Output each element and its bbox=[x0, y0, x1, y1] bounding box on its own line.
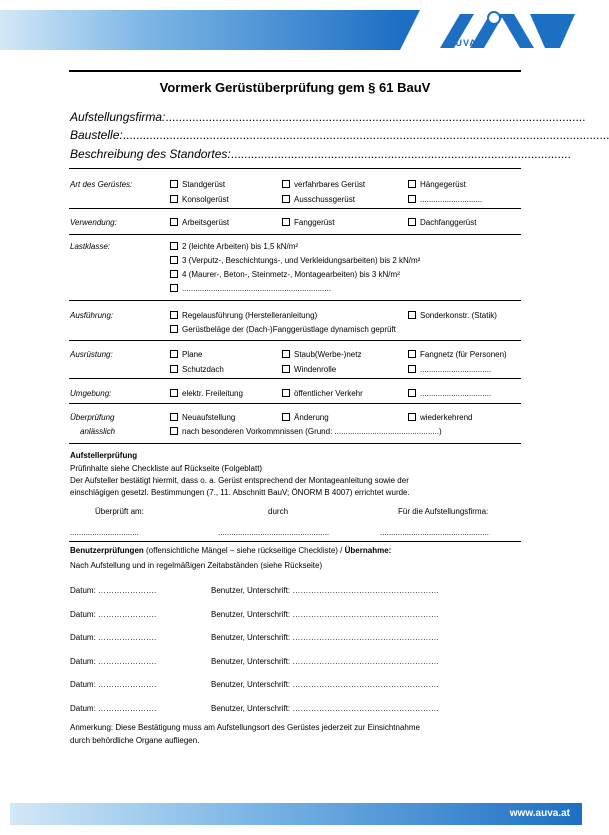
benutzer-unterschrift-field[interactable]: Benutzer, Unterschrift: ………………………………………………. bbox=[211, 656, 439, 666]
datum-field[interactable]: Datum: …………………. bbox=[70, 680, 157, 689]
checkbox-ausruestung-other[interactable]: ................................ bbox=[408, 365, 491, 374]
field-aufstellungsfirma[interactable]: Aufstellungsfirma:.............................................................................................................................. bbox=[70, 110, 586, 124]
checkbox-sonderkonstr[interactable]: Sonderkonstr. (Statik) bbox=[408, 311, 497, 320]
top-rule bbox=[69, 70, 521, 72]
checkbox-lastklasse-other[interactable]: ................................................................... bbox=[170, 284, 331, 293]
durch-label: durch bbox=[268, 507, 289, 516]
ueberprueft-am-field[interactable]: ............................... bbox=[70, 528, 139, 537]
checkbox-dachfanggeruest[interactable]: Dachfanggerüst bbox=[408, 218, 476, 227]
label-ausruestung: Ausrüstung: bbox=[70, 350, 113, 359]
benutzer-unterschrift-field[interactable]: Benutzer, Unterschrift: ………………………………………………. bbox=[211, 633, 439, 642]
page-title: Vormerk Gerüstüberprüfung gem § 61 BauV bbox=[159, 80, 431, 95]
checkbox-ausschussgeruest[interactable]: Ausschussgerüst bbox=[282, 195, 355, 204]
label-ueberpruefung: Überprüfung bbox=[70, 413, 115, 422]
anmerkung-line2: durch behördliche Organe aufliegen. bbox=[70, 736, 200, 745]
header-banner bbox=[0, 10, 400, 50]
benutzer-unterschrift-field[interactable]: Benutzer, Unterschrift: ………………………………………………. bbox=[211, 703, 439, 713]
website-link[interactable]: www.auva.at bbox=[509, 808, 570, 819]
checkbox-windenrolle[interactable]: Windenrolle bbox=[282, 365, 336, 374]
checkbox-neuaufstellung[interactable]: Neuaufstellung bbox=[170, 413, 235, 422]
fuer-firma-field[interactable]: ................................................. bbox=[380, 528, 489, 537]
checkbox-verkehr[interactable]: öffentlicher Verkehr bbox=[282, 389, 363, 398]
benutzer-unterschrift-field[interactable]: Benutzer, Unterschrift: ………………………………………………. bbox=[211, 609, 439, 619]
checkbox-wiederkehrend[interactable]: wiederkehrend bbox=[408, 413, 472, 422]
label-lastklasse: Lastklasse: bbox=[70, 242, 111, 251]
checkbox-haengegeruest[interactable]: Hängegerüst bbox=[408, 180, 466, 189]
benutzer-unterschrift-field[interactable]: Benutzer, Unterschrift: ………………………………………………. bbox=[211, 586, 439, 595]
label-anlaesslich: anlässlich bbox=[80, 427, 116, 436]
checkbox-regelausfuehrung[interactable]: Regelausführung (Herstelleranleitung) bbox=[170, 311, 317, 320]
label-ausfuehrung: Ausführung: bbox=[70, 311, 114, 320]
datum-field[interactable]: Datum: …………………. bbox=[70, 586, 157, 595]
benutzer-heading: Benutzerprüfungen (offensichtliche Mängel – siehe rückseitige Checkliste) / Übernahme: bbox=[70, 546, 392, 555]
checkbox-geruestbelaege[interactable]: Gerüstbeläge der (Dach-)Fanggerüstlage dynamisch geprüft bbox=[170, 325, 396, 334]
datum-field[interactable]: Datum: …………………. bbox=[70, 656, 157, 666]
durch-field[interactable]: .................................................. bbox=[218, 528, 330, 537]
benutzer-unterschrift-field[interactable]: Benutzer, Unterschrift: ………………………………………………. bbox=[211, 680, 439, 689]
divider bbox=[69, 403, 521, 404]
checkbox-art-other[interactable]: ............................ bbox=[408, 195, 482, 204]
divider bbox=[69, 208, 521, 209]
divider bbox=[69, 340, 521, 341]
checkbox-lastklasse-4[interactable]: 4 (Maurer-, Beton-, Steinmetz-, Montagearbeiten) bis 3 kN/m² bbox=[170, 270, 400, 279]
footer-banner bbox=[10, 803, 582, 825]
datum-field[interactable]: Datum: …………………. bbox=[70, 703, 157, 713]
divider bbox=[69, 300, 521, 301]
checkbox-fanggeruest[interactable]: Fanggerüst bbox=[282, 218, 334, 227]
benutzer-line: Nach Aufstellung und in regelmäßigen Zeitabständen (siehe Rückseite) bbox=[70, 561, 323, 570]
aufsteller-heading: Aufstellerprüfung bbox=[70, 451, 138, 460]
checkbox-vorkommnisse[interactable]: nach besonderen Vorkommnissen (Grund: ...............................................) bbox=[170, 427, 442, 436]
divider bbox=[69, 234, 521, 235]
checkbox-aenderung[interactable]: Änderung bbox=[282, 413, 329, 422]
label-art: Art des Gerüstes: bbox=[70, 180, 133, 189]
checkbox-konsolgeruest[interactable]: Konsolgerüst bbox=[170, 195, 229, 204]
checkbox-arbeitsgeruest[interactable]: Arbeitsgerüst bbox=[170, 218, 229, 227]
aufsteller-line2: Der Aufsteller bestätigt hiermit, dass o. a. Gerüst entsprechend der Montageanleitung sowie der bbox=[70, 476, 409, 485]
logo-text: AUVA bbox=[448, 38, 477, 48]
divider bbox=[69, 168, 521, 169]
checkbox-plane[interactable]: Plane bbox=[170, 350, 202, 359]
checkbox-lastklasse-3[interactable]: 3 (Verputz-, Beschichtungs-, und Verkleidungsarbeiten) bis 2 kN/m² bbox=[170, 256, 420, 265]
checkbox-schutzdach[interactable]: Schutzdach bbox=[170, 365, 224, 374]
checkbox-verfahrbar[interactable]: verfahrbares Gerüst bbox=[282, 180, 365, 189]
divider bbox=[69, 541, 521, 542]
checkbox-fangnetz[interactable]: Fangnetz (für Personen) bbox=[408, 350, 507, 359]
ueberprueft-am-label: Überprüft am: bbox=[95, 507, 144, 516]
divider bbox=[69, 443, 521, 444]
divider bbox=[69, 378, 521, 379]
datum-field[interactable]: Datum: …………………. bbox=[70, 633, 157, 642]
label-verwendung: Verwendung: bbox=[70, 218, 117, 227]
aufsteller-line3: einschlägigen gesetzl. Bestimmungen (7., 11. Abschnitt BauV; ÖNORM B 4007) errichtet wurde. bbox=[70, 488, 410, 497]
anmerkung-line1: Anmerkung: Diese Bestätigung muss am Aufstellungsort des Gerüstes jederzeit zur Einsichtnahme bbox=[70, 723, 420, 732]
aufsteller-line1: Prüfinhalte siehe Checkliste auf Rückseite (Folgeblatt) bbox=[70, 464, 263, 473]
label-umgebung: Umgebung: bbox=[70, 389, 112, 398]
datum-field[interactable]: Datum: …………………. bbox=[70, 609, 157, 619]
field-standort[interactable]: Beschreibung des Standortes:...................................................................................................... bbox=[70, 147, 571, 161]
checkbox-standgeruest[interactable]: Standgerüst bbox=[170, 180, 225, 189]
fuer-firma-label: Für die Aufstellungsfirma: bbox=[398, 507, 489, 516]
checkbox-umgebung-other[interactable]: ................................ bbox=[408, 389, 491, 398]
field-baustelle[interactable]: Baustelle:.................................................................................................................................................. bbox=[70, 128, 609, 142]
checkbox-staubnetz[interactable]: Staub(Werbe-)netz bbox=[282, 350, 361, 359]
auva-logo-icon bbox=[430, 8, 580, 56]
checkbox-freileitung[interactable]: elektr. Freileitung bbox=[170, 389, 243, 398]
checkbox-lastklasse-2[interactable]: 2 (leichte Arbeiten) bis 1,5 kN/m² bbox=[170, 242, 298, 251]
